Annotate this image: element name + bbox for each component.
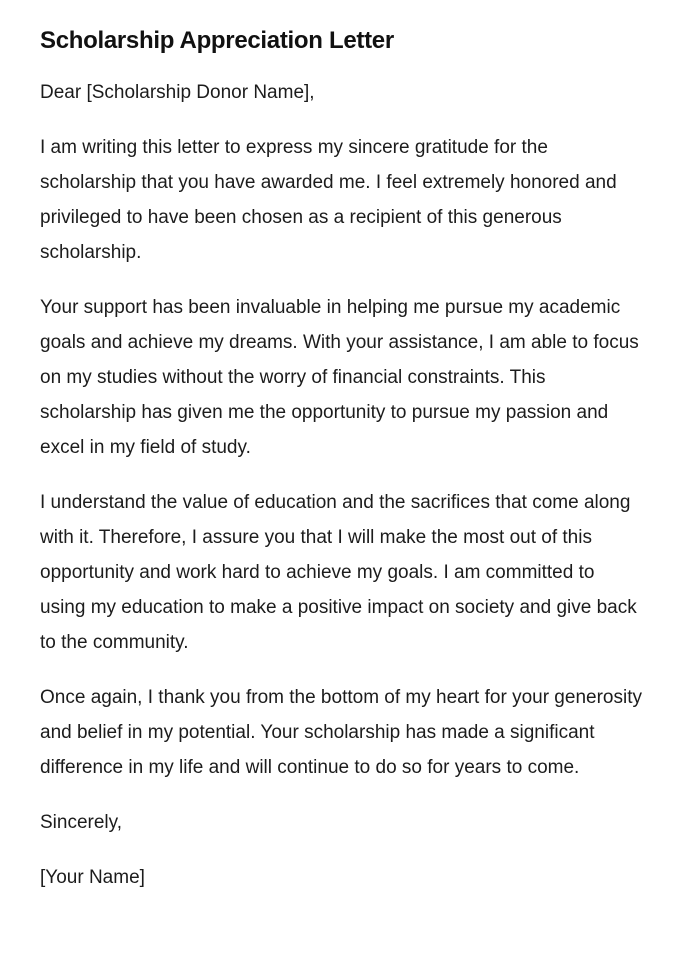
letter-paragraph-2: Your support has been invaluable in helping me pursue my academic goals and achieve my dreams. With your assistance, I am able to focus on my studies without the worry of financial constraints. This scholarship has given me the opportunity to pursue my passion and excel in my field of study. bbox=[40, 297, 639, 458]
letter-paragraph-3: I understand the value of education and the sacrifices that come along with it. Therefore, I assure you that I will make the most out of this opportunity and work hard to achieve my goals. I am committed to using my education to make a positive impact on society and give back to the community. bbox=[40, 492, 637, 653]
letter-signature: [Your Name] bbox=[40, 867, 145, 888]
letter-title: Scholarship Appreciation Letter bbox=[40, 27, 394, 54]
letter-paragraph-4: Once again, I thank you from the bottom of my heart for your generosity and belief in my potential. Your scholarship has made a significant difference in my life and will continue to do so for years to come. bbox=[40, 687, 642, 778]
letter-paragraph-1: I am writing this letter to express my sincere gratitude for the scholarship that you have awarded me. I feel extremely honored and privileged to have been chosen as a recipient of this generous scholarship. bbox=[40, 137, 617, 263]
letter-document bbox=[40, 24, 644, 895]
letter-salutation: Dear [Scholarship Donor Name], bbox=[40, 82, 315, 103]
letter-closing: Sincerely, bbox=[40, 812, 123, 833]
